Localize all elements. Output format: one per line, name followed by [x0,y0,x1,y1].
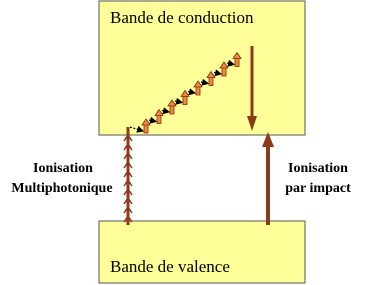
multiphoton-label-line2: Multiphotonique [11,181,113,196]
multiphoton-label-line1: Ionisation [33,161,93,176]
impact-label-line2: par impact [285,181,351,196]
multiphoton-arrow [124,127,132,225]
valence-band-label: Bande de valence [110,257,230,276]
impact-label-line1: Ionisation [288,161,348,176]
impact-ionization-arrow [262,132,274,225]
conduction-band-label: Bande de conduction [110,8,254,27]
